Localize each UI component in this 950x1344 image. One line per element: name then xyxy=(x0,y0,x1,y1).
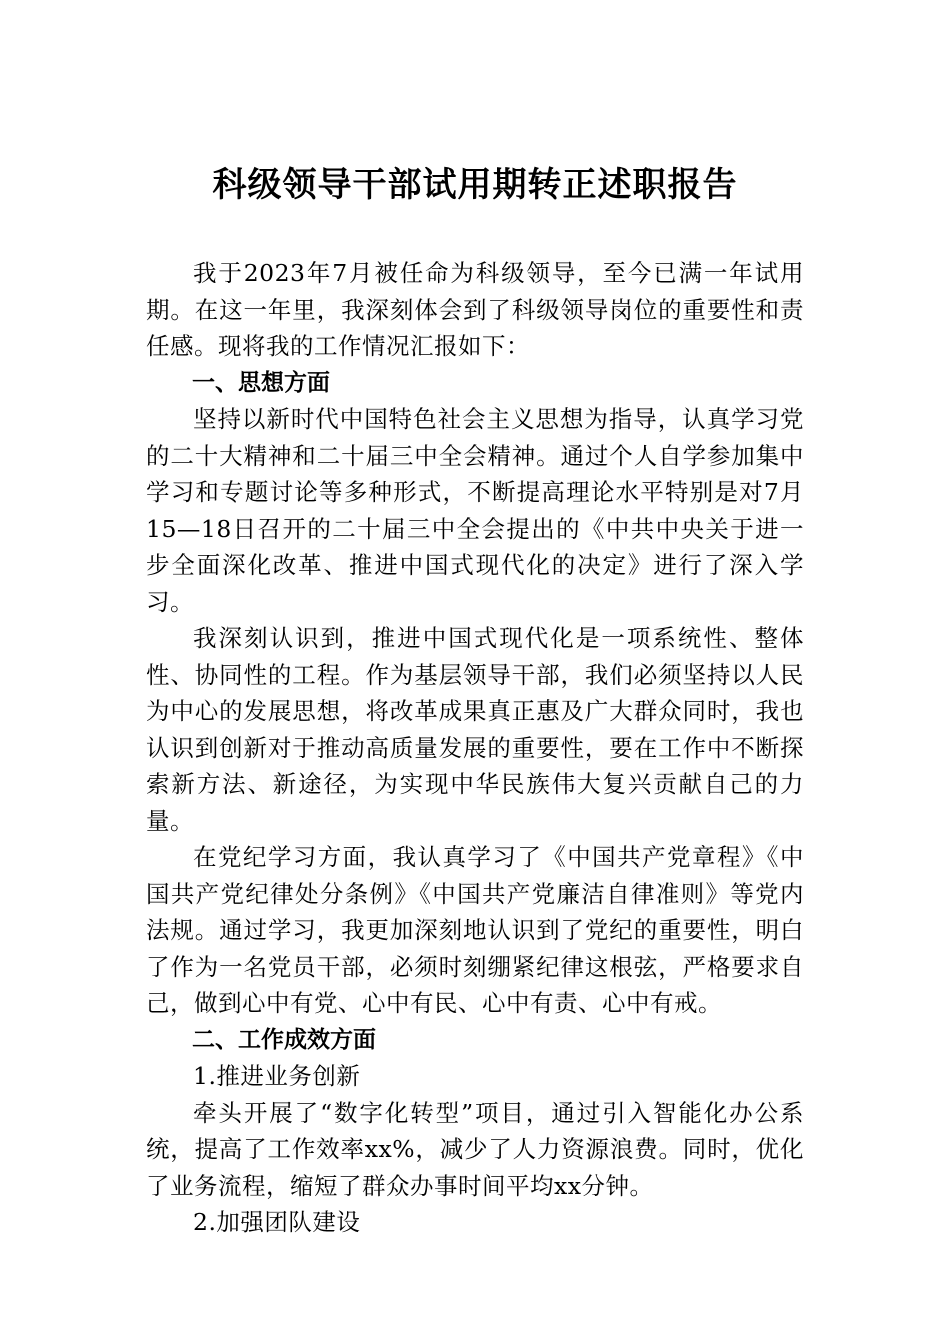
document-body xyxy=(146,255,804,1241)
section-heading-thought: 一、思想方面 xyxy=(192,369,330,396)
intro-paragraph: 我于2023年7月被任命为科级领导，至今已满一年试用期。在这一年里，我深刻体会到了科级领导岗位的重要性和责任感。现将我的工作情况汇报如下： xyxy=(146,259,804,360)
body-paragraph: 坚持以新时代中国特色社会主义思想为指导，认真学习党的二十大精神和二十届三中全会精神。通过个人自学参加集中学习和专题讨论等多种形式，不断提高理论水平特别是对7月15—18日召开的二十届三中全会提出的《中共中央关于进一步全面深化改革、推进中国式现代化的决定》进行了深入学习。 xyxy=(146,405,804,616)
document-title: 科级领导干部试用期转正述职报告 xyxy=(212,165,738,205)
subheading-team-building: 2.加强团队建设 xyxy=(193,1208,361,1236)
body-paragraph: 我深刻认识到，推进中国式现代化是一项系统性、整体性、协同性的工程。作为基层领导干部，我们必须坚持以人民为中心的发展思想，将改革成果真正惠及广大群众同时，我也认识到创新对于推动高质量发展的重要性，要在工作中不断探索新方法、新途径，为实现中华民族伟大复兴贡献自己的力量。 xyxy=(146,624,804,835)
body-paragraph: 在党纪学习方面，我认真学习了《中国共产党章程》《中国共产党纪律处分条例》《中国共产党廉洁自律准则》等党内法规。通过学习，我更加深刻地认识到了党纪的重要性，明白了作为一名党员干部，必须时刻绷紧纪律这根弦，严格要求自己，做到心中有党、心中有民、心中有责、心中有戒。 xyxy=(146,843,804,1017)
body-paragraph: 牵头开展了“数字化转型”项目，通过引入智能化办公系统，提高了工作效率xx%，减少了人力资源浪费。同时，优化了业务流程，缩短了群众办事时间平均xx分钟。 xyxy=(146,1098,804,1200)
section-heading-work-results: 二、工作成效方面 xyxy=(192,1026,376,1053)
subheading-business-innovation: 1.推进业务创新 xyxy=(193,1062,361,1090)
